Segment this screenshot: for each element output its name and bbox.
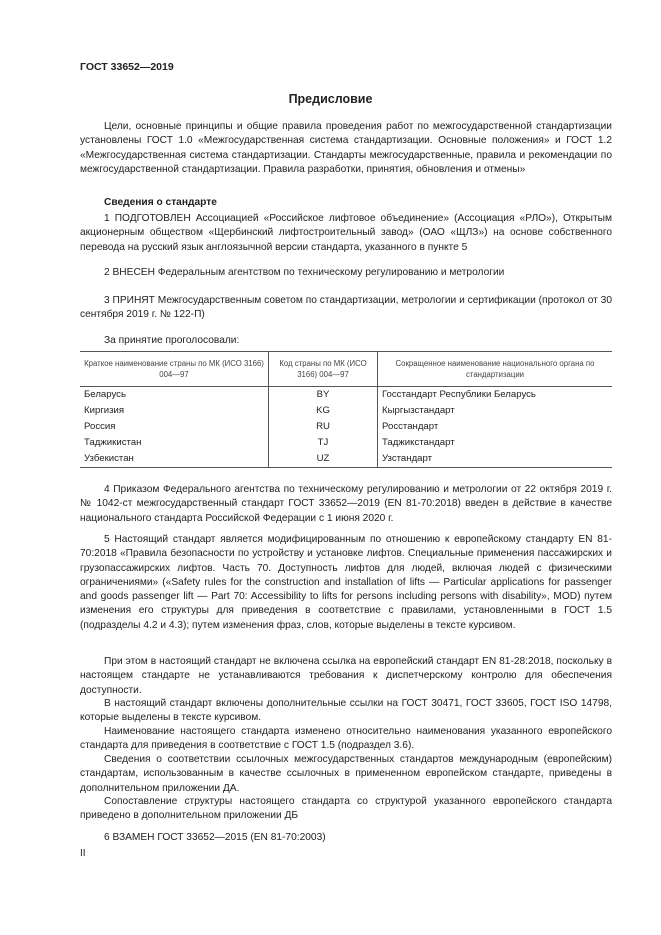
document-id: ГОСТ 33652—2019 (80, 61, 174, 73)
column-header-code: Код страны по МК (ИСО 3166) 004—97 (269, 352, 378, 387)
code-cell: BY (269, 387, 378, 404)
item-2-paragraph: 2 ВНЕСЕН Федеральным агентством по техническому регулированию и метрологии (104, 267, 505, 278)
item-5-note-2: В настоящий стандарт включены дополнительные ссылки на ГОСТ 30471, ГОСТ 33605, ГОСТ ISO 14798, которые выделены в тексте курсивом. (80, 698, 612, 724)
code-cell: UZ (269, 451, 378, 468)
item-5-paragraph: 5 Настоящий стандарт является модифицированным по отношению к европейскому стандарту EN 81-70:2018 «Правила безопасности по устройству и установке лифтов. Специальные применения пассажирских и грузопассажирских лифтов. Часть 70. Доступность лифтов для людей, включая людей с физическими ограничениями» («Safety rules for the construction and installation of lifts — Particular applications for passenger and goods passenger lift — Part 70: Accessibility to lifts for persons including persons with disability», MOD) путем изменения его структуры для приведения в соответствие с правилами, установленными в ГОСТ 1.5 (подразделы 4.2 и 4.3); путем изменения фраз, слов, которые выделены в тексте курсивом. (80, 534, 612, 631)
code-cell: KG (269, 403, 378, 419)
voting-table (80, 351, 612, 468)
intro-paragraph: Цели, основные принципы и общие правила проведения работ по межгосударственной стандартизации установлены ГОСТ 1.0 «Межгосударственная система стандартизации. Основные положения» и ГОСТ 1.2 «Межгосударственная система стандартизации. Стандарты межгосударственные, правила и рекомендации по межгосударственной стандартизации. Правила разработки, принятия, обновления и отмены» (80, 121, 612, 175)
body-cell: Росстандарт (378, 419, 613, 435)
body-cell: Кыргызстандарт (378, 403, 613, 419)
body-cell: Узстандарт (378, 451, 613, 468)
country-cell: Беларусь (84, 389, 126, 400)
vote-label: За принятие проголосовали: (104, 335, 240, 346)
country-cell: Таджикистан (84, 437, 142, 448)
column-header-country: Краткое наименование страны по МК (ИСО 3166) 004—97 (80, 352, 269, 387)
item-5-note-5: Сопоставление структуры настоящего стандарта со структурой указанного европейского стандарта приведено в дополнительном приложении ДБ (80, 796, 612, 822)
country-cell: Узбекистан (80, 451, 269, 468)
section-heading: Сведения о стандарте (104, 197, 217, 208)
page-number: II (80, 848, 86, 859)
body-cell: Госстандарт Республики Беларусь (378, 387, 613, 404)
item-6-paragraph: 6 ВЗАМЕН ГОСТ 33652—2015 (EN 81-70:2003) (104, 832, 326, 843)
item-5-note-1: При этом в настоящий стандарт не включена ссылка на европейский стандарт EN 81-28:2018, поскольку в настоящем стандарте не устанавливаются требования к диспетчерскому контролю для обеспечения доступности. (80, 656, 612, 696)
item-1-paragraph: 1 ПОДГОТОВЛЕН Ассоциацией «Российское лифтовое объединение» (Ассоциация «РЛО»), Открытым акционерным обществом «Щербинский лифтостроительный завод» (ОАО «ЩЛЗ») на основе собственного перевода на русский язык англоязычной версии стандарта, указанного в пункте 5 (80, 213, 612, 253)
code-cell: RU (269, 419, 378, 435)
body-cell: Таджикстандарт (378, 435, 613, 451)
table-header-row (80, 352, 612, 387)
table-row (80, 419, 612, 435)
table-row (80, 435, 612, 451)
country-cell: Россия (84, 421, 116, 432)
page-title: Предисловие (288, 92, 373, 106)
item-4-paragraph: 4 Приказом Федерального агентства по техническому регулированию и метрологии от 22 октября 2019 г. № 1042-ст межгосударственный стандарт ГОСТ 33652—2019 (EN 81-70:2018) введен в действие в качестве национального стандарта Российской Федерации с 1 июня 2020 г. (80, 484, 612, 524)
column-header-body: Сокращенное наименование национального органа по стандартизации (378, 352, 613, 387)
table-row (80, 387, 612, 404)
item-5-note-3: Наименование настоящего стандарта изменено относительно наименования указанного европейского стандарта для приведения в соответствие с ГОСТ 1.5 (подраздел 3.6). (80, 726, 612, 752)
table-row (80, 403, 612, 419)
item-5-note-4: Сведения о соответствии ссылочных межгосударственных стандартов международным (европейским) стандартам, использованным в качестве ссылочных в примененном европейском стандарте, приведены в дополнительном приложении ДА. (80, 754, 612, 794)
country-cell: Киргизия (84, 405, 125, 416)
table-row (80, 451, 612, 468)
code-cell: TJ (269, 435, 378, 451)
item-3-paragraph: 3 ПРИНЯТ Межгосударственным советом по стандартизации, метрологии и сертификации (протокол от 30 сентября 2019 г. № 122-П) (80, 295, 612, 321)
